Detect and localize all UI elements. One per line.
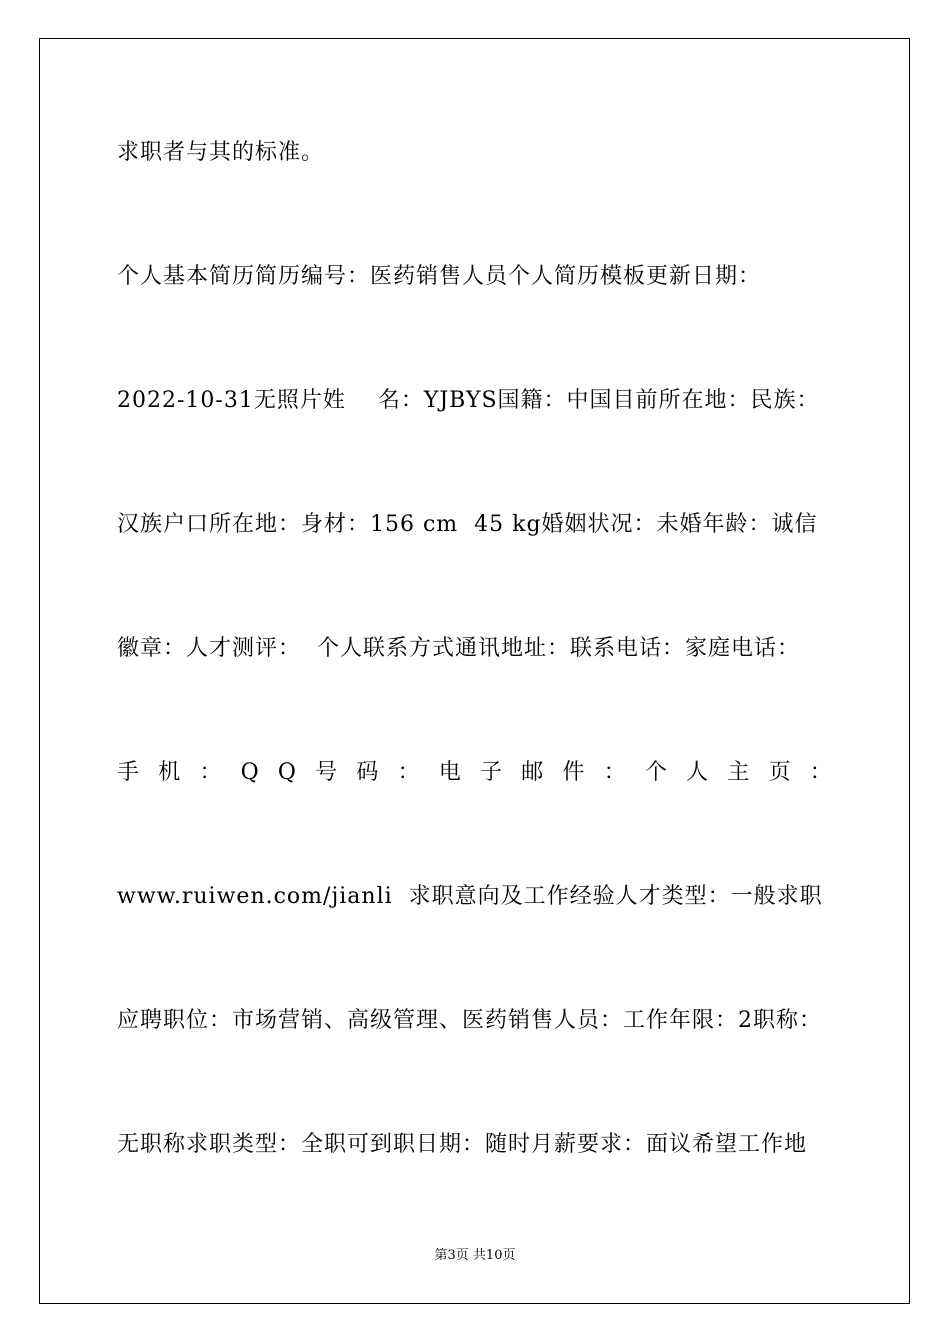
text-line-3: 2022-10-31无照片姓 名：YJBYS国籍：中国目前所在地：民族： xyxy=(117,388,820,413)
char: ： xyxy=(199,760,223,785)
text-line-9: 无职称求职类型：全职可到职日期：随时月薪要求：面议希望工作地 xyxy=(117,1132,808,1157)
char: ： xyxy=(603,760,627,785)
char: 件 xyxy=(562,760,586,785)
text-line-2: 个人基本简历简历编号：医药销售人员个人简历模板更新日期： xyxy=(117,264,762,289)
char: ： xyxy=(809,760,833,785)
page-border xyxy=(39,38,910,1304)
char: Q xyxy=(277,760,297,785)
text-line-1: 求职者与其的标准。 xyxy=(117,140,325,165)
text-line-8: 应聘职位：市场营销、高级管理、医药销售人员：工作年限：2职称： xyxy=(117,1008,822,1033)
char: 手 xyxy=(117,760,141,785)
contact-fields-line xyxy=(117,758,833,788)
char: 人 xyxy=(686,760,710,785)
char: ： xyxy=(397,760,421,785)
char: 电 xyxy=(438,760,462,785)
char: 子 xyxy=(480,760,504,785)
char: 号 xyxy=(315,760,339,785)
char: 主 xyxy=(727,760,751,785)
text-line-5: 徽章：人才测评： 个人联系方式通讯地址：联系电话：家庭电话： xyxy=(117,636,800,661)
char: 邮 xyxy=(521,760,545,785)
page-number-footer: 第3页 共10页 xyxy=(434,1248,516,1263)
text-line-7: www.ruiwen.com/jianli 求职意向及工作经验人才类型：一般求职 xyxy=(117,884,823,909)
char: Q xyxy=(240,760,260,785)
text-line-4: 汉族户口所在地：身材：156 cm 45 kg婚姻状况：未婚年龄：诚信 xyxy=(117,512,818,537)
char: 机 xyxy=(158,760,182,785)
char: 页 xyxy=(768,760,792,785)
char: 个 xyxy=(644,760,668,785)
char: 码 xyxy=(356,760,380,785)
